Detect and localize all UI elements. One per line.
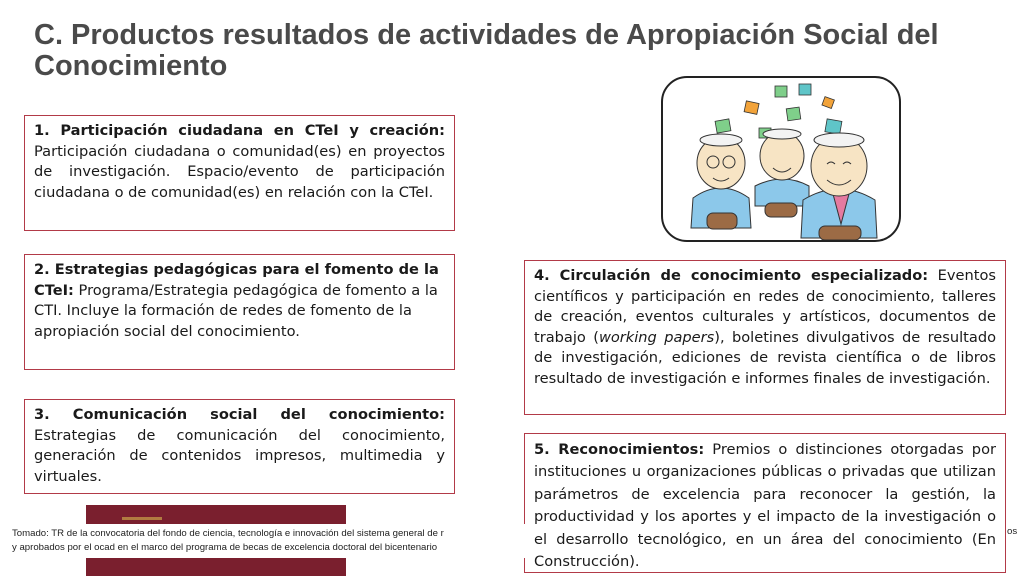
box-body-italic: working papers [598,328,715,346]
box-body: Premios o distinciones otorgadas por instituciones u organizaciones públicas o privadas que utilizan parámetros de excelencia para reconocer la gestión, la productividad y los aportes y el impacto de la investigación o el desarrollo tecnológico, en un área del conocimiento (En Construcción). [534,441,996,571]
box-body: Estrategias de comunicación del conocimiento, generación de contenidos impresos, multimedia y virtuales. [34,426,445,485]
product-box-reconocimientos [524,433,1006,573]
footnote-line-1: Tomado: TR de la convocatoria del fondo de ciencia, tecnología e innovación del sistema general de r [12,528,444,539]
box-body-part-b: ), boletines divulgativos de resultado de investigación, ediciones de revista científica o de libros resultado de investigación e informes finales de investigación. [534,328,997,387]
product-box-estrategias [24,254,455,370]
product-box-circulacion [524,260,1006,415]
box-heading: 2. Estrategias pedagógicas para el fomento de la CTeI: [34,261,439,299]
box-heading: 1. Participación ciudadana en CTeI y creación: [34,122,445,139]
box-body-part-a: Eventos científicos y participación en redes de conocimiento, talleres de creación, eventos culturales y artísticos, documentos de trabajo ( [534,267,996,346]
box-body: Participación ciudadana o comunidad(es) en proyectos de investigación. Espacio/evento de participación ciudadana o de comunidad(es) en relación con la CTeI. [34,142,445,201]
thinking-people-illustration [661,76,901,242]
box-heading: 5. Reconocimientos: [534,441,705,458]
box-heading: 3. Comunicación social del conocimiento: [34,406,445,423]
box-heading: 4. Circulación de conocimiento especializado: [534,267,929,284]
footnote-line-2: y aprobados por el ocad en el marco del programa de becas de excelencia doctoral del bicentenario [12,542,438,553]
box-body: Programa/Estrategia pedagógica de fomento a la CTI. Incluye la formación de redes de fomento de la apropiación social del conocimiento. [34,281,438,340]
cartoon-heads-icon [663,78,901,242]
source-footnote [0,524,530,558]
product-box-comunicacion [24,399,455,494]
footnote-fragment: os [1007,526,1018,537]
slide-title: C. Productos resultados de actividades de Apropiación Social del Conocimiento [34,19,939,82]
product-box-participacion [24,115,455,231]
